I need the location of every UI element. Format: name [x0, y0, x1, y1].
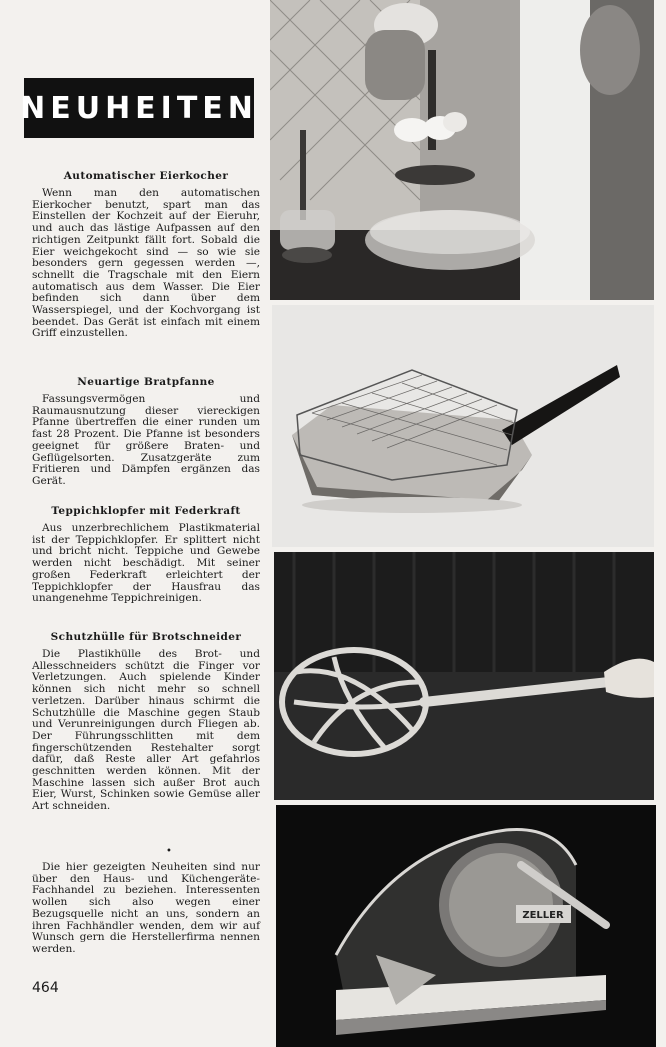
egg-cooker-illustration	[270, 0, 654, 300]
closing-text: Die hier gezeigten Neuheiten sind nur über den Haus- und Küchengeräte-Fachhandel zu beziehen. Interessenten wollen sich also wegen einer Bezugsquelle nicht an uns, sondern an ihren Fachhändler wenden, dem wir auf Wunsch gern die Herstellerfirma nennen werden.	[32, 861, 260, 955]
page-number: 464	[32, 980, 59, 996]
article-title: Neuartige Bratpfanne	[77, 376, 215, 388]
article-egg-cooker	[32, 170, 260, 340]
photo-bread-slicer	[276, 805, 656, 1047]
article-body: Fassungsvermögen und Raumausnutzung dieser viereckigen Pfanne übertreffen die einer runden um fast 28 Prozent. Die Pfanne ist besonders geeignet für größere Braten- und Geflügelsorten. Zusatzgeräte zum Fritieren und Dämpfen ergänzen das Gerät.	[32, 393, 260, 487]
article-body: Wenn man den automatischen Eierkocher benutzt, spart man das Einstellen der Kochzeit auf der Eieruhr, und auch das lästige Aufpassen auf den richtigen Zeitpunkt fällt fort. Sobald die Eier weichgekocht sind — so wie sie besonders gern gegessen werden —, schnellt die Tragschale mit den Eiern automatisch aus dem Wasser. Die Eier befinden sich dann über dem Wasserspiegel, und der Kochvorgang ist beendet. Das Gerät ist einfach mit einem Griff einzustellen.	[32, 187, 260, 340]
article-title: Teppichklopfer mit Federkraft	[51, 505, 241, 517]
closing-note	[32, 862, 260, 956]
text-column	[22, 0, 262, 1047]
photo-egg-cooker	[270, 0, 654, 300]
article-slicer-cover	[32, 631, 260, 813]
carpet-beater-illustration	[274, 552, 654, 800]
separator-dot: •	[166, 846, 172, 857]
section-title: NEUHEITEN	[24, 78, 254, 138]
slicer-brand-label: ZELLER	[522, 910, 564, 921]
article-title: Automatischer Eierkocher	[63, 170, 229, 182]
frying-pan-illustration	[272, 305, 654, 547]
photo-frying-pan	[272, 305, 654, 547]
bread-slicer-illustration	[276, 805, 656, 1047]
article-carpet-beater	[32, 505, 260, 605]
article-title: Schutzhülle für Brotschneider	[50, 631, 242, 643]
article-body: Die Plastikhülle des Brot- und Allesschneiders schützt die Finger vor Verletzungen. Auch spielende Kinder können sich nicht mehr so schnell verletzen. Darüber hinaus schirmt die Schutzhülle die Maschine gegen Staub und Verunreinigungen durch Fliegen ab. Der Führungsschlitten mit dem fingerschützenden Restehalter sorgt dafür, daß Reste aller Art gefahrlos geschnitten werden können. Mit der Maschine lassen sich außer Brot auch Eier, Wurst, Schinken sowie Gemüse aller Art schneiden.	[32, 648, 260, 813]
article-body: Aus unzerbrechlichem Plastikmaterial ist der Teppichklopfer. Er splittert nicht und bricht nicht. Teppiche und Gewebe werden nicht beschädigt. Mit seiner großen Federkraft erleichtert der Teppichklopfer der Hausfrau das unangenehme Teppichreinigen.	[32, 522, 260, 605]
photo-carpet-beater	[274, 552, 654, 800]
article-frying-pan	[32, 376, 260, 488]
